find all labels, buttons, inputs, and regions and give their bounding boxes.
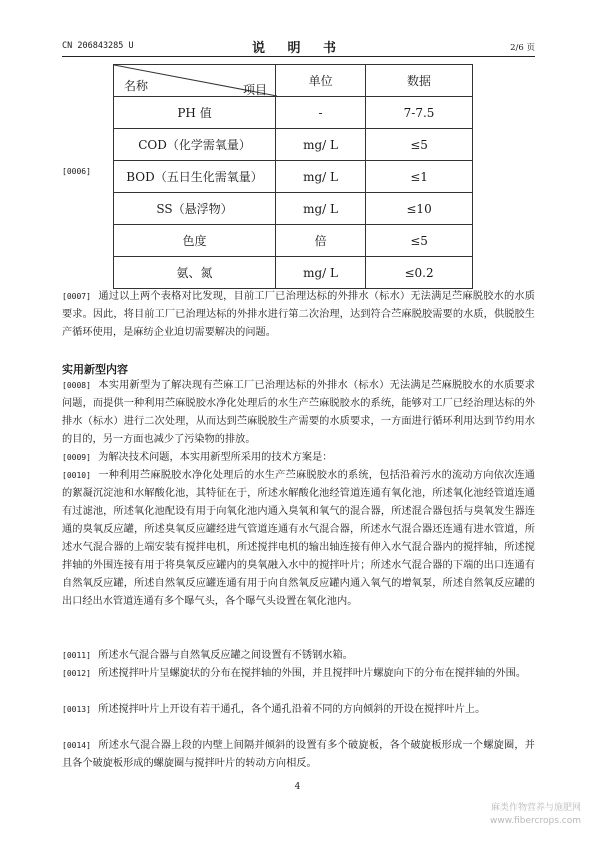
publication-number: CN 206843285 U xyxy=(62,41,134,51)
col-header-data: 数据 xyxy=(366,65,473,97)
row-unit: mg/ L xyxy=(276,161,366,193)
paragraph-text: 一种利用苎麻脱胶水净化处理后的水生产苎麻脱胶水的系统，包括沿着污水的流动方向依次连通的絮凝沉淀池和水解酸化池，其特征在于，所述水解酸化池经管道连通有氧化池，所述氧化池经管道连通有过滤池，所述氧化池配设有用于向氧化池内通入臭氧和氧气的混合器，所述混合器包括与臭氧发生器连通的臭氧反应罐，所述臭氧反应罐经进气管道连通有水气混合器，所述水气混合器还连通有进水管道，所述水气混合器的上端安装有搅拌电机，所述搅拌电机的输出轴连接有伸入水气混合器内的搅拌轴，所述搅拌轴的外围连接有用于将臭氧反应罐内的臭氧融入水中的搅拌叶片；所述水气混合器的下端的出口连通有自然氧反应罐，所述自然氧反应罐连通有用于向自然氧反应罐内通入氧气的增氧泵，所述自然氧反应罐的出口经出水管道连通有多个曝气头，各个曝气头设置在氧化池内。 xyxy=(62,470,535,607)
row-unit: 倍 xyxy=(276,225,366,257)
paragraph-tag: [0009] xyxy=(62,453,91,462)
site-watermark xyxy=(490,802,581,828)
paragraph-tag: [0013] xyxy=(62,705,91,714)
table-row xyxy=(114,257,473,289)
paragraph-tag: [0012] xyxy=(62,669,91,678)
paragraph-tag: [0007] xyxy=(62,292,91,301)
paragraph-tag: [0008] xyxy=(62,381,91,390)
paragraph-tag: [0014] xyxy=(62,741,91,750)
paragraph-0014 xyxy=(62,737,535,773)
paragraph-text: 所述水气混合器上段的内壁上间隔并倾斜的设置有多个破旋板，各个破旋板形成一个螺旋圈，并且各个破旋板形成的螺旋圈与搅拌叶片的转动方向相反。 xyxy=(62,740,535,769)
row-name: BOD（五日生化需氧量） xyxy=(114,161,276,193)
row-unit: mg/ L xyxy=(276,193,366,225)
paragraph-0009 xyxy=(62,449,535,467)
page-indicator: 2/6 页 xyxy=(510,43,535,53)
row-value: ≤5 xyxy=(366,129,473,161)
paragraph-tag: [0010] xyxy=(62,471,91,480)
diag-label-name: 名称 xyxy=(124,79,149,93)
paragraph-0013 xyxy=(62,701,535,719)
paragraph-0010 xyxy=(62,467,535,611)
table-row xyxy=(114,193,473,225)
row-name: SS（悬浮物） xyxy=(114,193,276,225)
paragraph-tag-0006: [0006] xyxy=(62,167,91,176)
watermark-line-2: www.fibercrops.com xyxy=(490,816,581,826)
col-header-unit: 单位 xyxy=(276,65,366,97)
row-unit: - xyxy=(276,97,366,129)
row-name: 氨、氮 xyxy=(114,257,276,289)
diagonal-header-cell xyxy=(114,65,276,97)
paragraph-tag: [0011] xyxy=(62,651,91,660)
row-value: ≤5 xyxy=(366,225,473,257)
row-value: ≤0.2 xyxy=(366,257,473,289)
page-header xyxy=(62,36,535,57)
row-value: ≤1 xyxy=(366,161,473,193)
table-row xyxy=(114,225,473,257)
section-heading: 实用新型内容 xyxy=(62,363,128,376)
row-value: ≤10 xyxy=(366,193,473,225)
diag-label-item: 项目 xyxy=(243,83,268,97)
footer-page-number: 4 xyxy=(294,782,301,792)
row-value: 7-7.5 xyxy=(366,97,473,129)
row-name: 色度 xyxy=(114,225,276,257)
water-quality-table xyxy=(113,64,473,289)
paragraph-text: 为解决技术问题，本实用新型所采用的技术方案是： xyxy=(98,452,333,463)
row-name: COD（化学需氧量） xyxy=(114,129,276,161)
paragraph-text: 所述搅拌叶片呈螺旋状的分布在搅拌轴的外围，并且搅拌叶片螺旋向下的分布在搅拌轴的外围。 xyxy=(98,668,527,679)
paragraph-text: 所述搅拌叶片上开设有若干通孔，各个通孔沿着不同的方向倾斜的开设在搅拌叶片上。 xyxy=(98,704,486,715)
watermark-line-1: 麻类作物营养与施肥网 xyxy=(490,803,581,813)
row-name: PH 值 xyxy=(114,97,276,129)
paragraph-text: 通过以上两个表格对比发现，目前工厂已治理达标的外排水（标水）无法满足苎麻脱胶水的水质要求。因此，将目前工厂已治理达标的外排水进行第二次治理，达到符合苎麻脱胶需要的水质，供脱胶生产循环使用，是麻纺企业迫切需要解决的问题。 xyxy=(62,291,535,338)
paragraph-text: 所述水气混合器与自然氧反应罐之间设置有不锈钢水箱。 xyxy=(98,650,353,661)
row-unit: mg/ L xyxy=(276,257,366,289)
table-row xyxy=(114,97,473,129)
paragraph-text: 本实用新型为了解决现有苎麻工厂已治理达标的外排水（标水）无法满足苎麻脱胶水的水质要求问题，而提供一种利用苎麻脱胶水净化处理后的水生产苎麻脱胶水的系统，能够对工厂已经治理达标的外排水（标水）进行二次处理，从而达到苎麻脱胶生产需要的水质要求，一方面进行循环利用达到节约用水的目的，另一方面也减少了污染物的排放。 xyxy=(62,380,535,445)
row-unit: mg/ L xyxy=(276,129,366,161)
paragraph-0008 xyxy=(62,377,535,449)
table-header-row xyxy=(114,65,473,97)
paragraph-0012 xyxy=(62,665,535,683)
document-title: 说 明 书 xyxy=(251,41,346,56)
table-row xyxy=(114,129,473,161)
paragraph-0007 xyxy=(62,288,535,342)
paragraph-0011 xyxy=(62,647,535,665)
table-row xyxy=(114,161,473,193)
